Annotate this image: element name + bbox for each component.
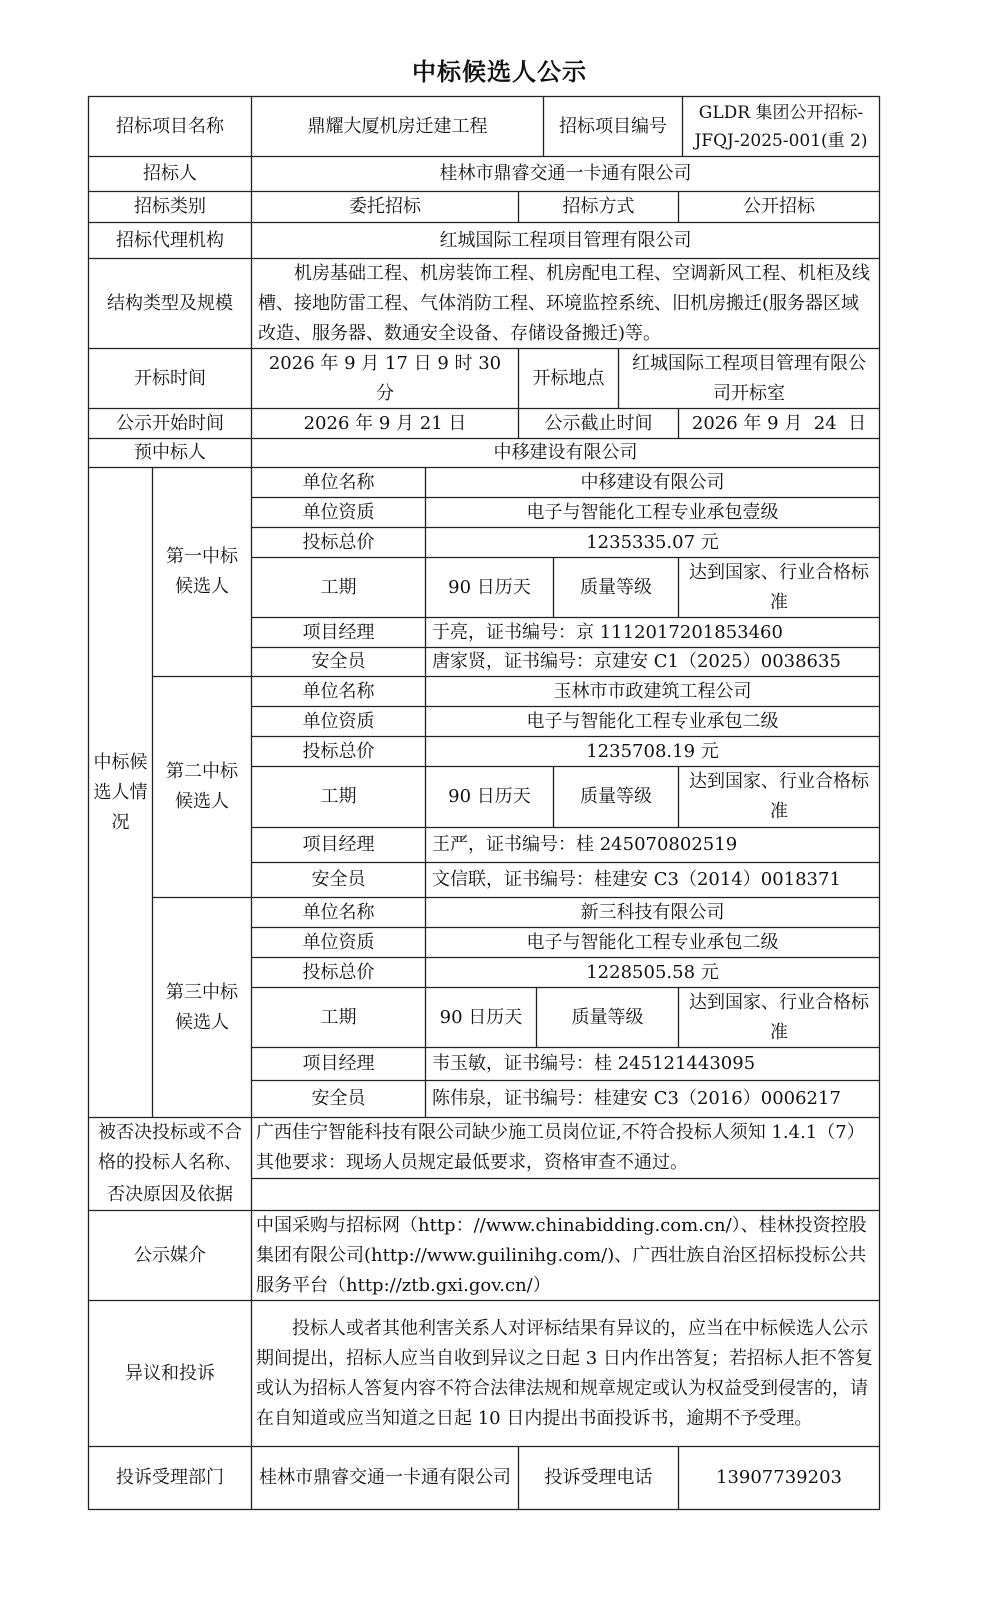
quality-label: 质量等级 [580,576,652,598]
period-label: 工期 [320,1006,357,1028]
media-label: 公示媒介 [134,1244,206,1266]
tender-method-label: 招标方式 [562,196,635,217]
quality: 达到国家、行业合格标准 [689,991,869,1043]
qualification: 电子与智能化工程专业承包二级 [526,710,779,732]
manager: 于亮，证书编号：京 1112017201853460 [432,621,783,643]
tender-method: 公开招标 [743,196,815,217]
manager-label: 项目经理 [302,1053,375,1074]
open-time: 2026 年 9 月 17 日 9 时 30 分 [268,352,502,404]
safety-officer: 陈伟泉，证书编号：桂建安 C3（2016）0006217 [432,1088,841,1109]
price: 1235335.07 元 [586,531,719,553]
safety-label: 安全员 [311,869,366,890]
period: 90 日历天 [448,576,531,598]
tender-type: 委托招标 [349,196,421,217]
candidate-rank-label: 第三中标候选人 [166,981,238,1033]
candidate-rank-label: 第一中标候选人 [166,546,238,597]
price-label: 投标总价 [302,531,375,553]
manager: 韦玉敏，证书编号：桂 245121443095 [432,1053,756,1074]
qualification: 电子与智能化工程专业承包二级 [526,931,779,953]
project-code-label: 招标项目编号 [559,115,667,137]
unit-name: 中移建设有限公司 [580,471,725,493]
quality: 达到国家、行业合格标准 [689,771,869,822]
open-place-label: 开标地点 [532,367,605,389]
candidate-rank-label: 第二中标候选人 [166,761,238,812]
agency: 红城国际工程项目管理有限公司 [439,229,692,251]
qualification: 电子与智能化工程专业承包壹级 [526,501,779,523]
rejected-text: 广西佳宁智能科技有限公司缺少施工员岗位证,不符合投标人须知 1.4.1（7）其他要求：现场人员规定最低要求，资格审查不通过。 [256,1122,865,1173]
qualification-label: 单位资质 [302,931,375,953]
agency-label: 招标代理机构 [116,229,224,251]
pub-end: 2026 年 9 月 24 日 [691,412,867,434]
complaint-phone: 13907739203 [716,1467,842,1488]
safety-officer: 文信联，证书编号：桂建安 C3（2014）0018371 [432,869,841,890]
quality-label: 质量等级 [580,786,652,807]
price-label: 投标总价 [302,961,375,983]
quality-label: 质量等级 [571,1006,644,1028]
pre-winner: 中移建设有限公司 [493,442,638,463]
tenderer: 桂林市鼎睿交通一卡通有限公司 [439,163,692,184]
unit-name-label: 单位名称 [302,471,375,493]
complaint-dept-label: 投诉受理部门 [116,1467,224,1488]
unit-name-label: 单位名称 [302,680,375,702]
price: 1228505.58 元 [586,961,719,983]
pub-start: 2026 年 9 月 21 日 [303,412,467,434]
safety-officer: 唐家贤，证书编号：京建安 C1（2025）0038635 [432,651,841,672]
project-code: GLDR 集团公开招标-JFQJ-2025-001(重 2) [694,102,868,151]
page-title: 中标候选人公示 [412,57,587,86]
period: 90 日历天 [448,786,531,807]
unit-name-label: 单位名称 [302,901,375,923]
safety-label: 安全员 [311,651,366,672]
project-name-label: 招标项目名称 [116,115,224,137]
rejected-reason-label: 否决原因及依据 [107,1183,233,1205]
manager: 王严，证书编号：桂 245070802519 [432,834,738,855]
complaint-dept: 桂林市鼎睿交通一卡通有限公司 [259,1467,511,1488]
unit-name: 玉林市市政建筑工程公司 [553,680,752,702]
qualification-label: 单位资质 [302,710,375,732]
qualification-label: 单位资质 [302,501,375,523]
project-name: 鼎耀大厦机房迁建工程 [307,115,488,137]
candidates-section-label: 中标候选人情况 [93,751,148,833]
period-label: 工期 [320,786,357,807]
open-time-label: 开标时间 [134,367,206,389]
quality: 达到国家、行业合格标准 [689,561,869,613]
pub-end-label: 公示截止时间 [544,412,653,434]
period-label: 工期 [320,576,357,598]
price-label: 投标总价 [302,740,375,762]
manager-label: 项目经理 [302,834,375,855]
pub-start-label: 公示开始时间 [116,412,224,434]
tenderer-label: 招标人 [143,163,197,184]
safety-label: 安全员 [311,1088,366,1109]
tender-type-label: 招标类别 [134,196,206,217]
objection-label: 异议和投诉 [125,1362,215,1384]
scope: 机房基础工程、机房装饰工程、机房配电工程、空调新风工程、机柜及线槽、接地防雷工程、气体消防工程、环境监控系统、旧机房搬迁(服务器区域改造、服务器、数通安全设备、存储设备搬迁)等。 [258,262,870,344]
manager-label: 项目经理 [302,621,375,643]
media-text: 中国采购与招标网（http：//www.chinabidding.com.cn/）、桂林投资控股集团有限公司(http://www.guilinihg.com/)、广西壮族自治区招标投标公共服务平台（http://ztb.gxi.gov.cn/） [256,1214,867,1296]
open-place: 红城国际工程项目管理有限公司开标室 [632,352,866,404]
period: 90 日历天 [439,1006,523,1028]
pre-winner-label: 预中标人 [134,442,206,463]
price: 1235708.19 元 [586,740,719,762]
complaint-phone-label: 投诉受理电话 [544,1467,653,1488]
rejected-label: 被否决投标或不合格的投标人名称、 [98,1122,242,1173]
unit-name: 新三科技有限公司 [580,901,725,923]
objection-text: 投标人或者其他利害关系人对评标结果有异议的，应当在中标候选人公示期间提出，招标人应当自收到异议之日起 3 日内作出答复；若招标人拒不答复或认为招标人答复内容不符合法律法规和规章规定或认为权益受到侵害的，请在自知道或应当知道之日起 10 日内提出书面投诉书，逾期不予受理。 [256,1317,873,1429]
scope-label: 结构类型及规模 [107,292,233,314]
